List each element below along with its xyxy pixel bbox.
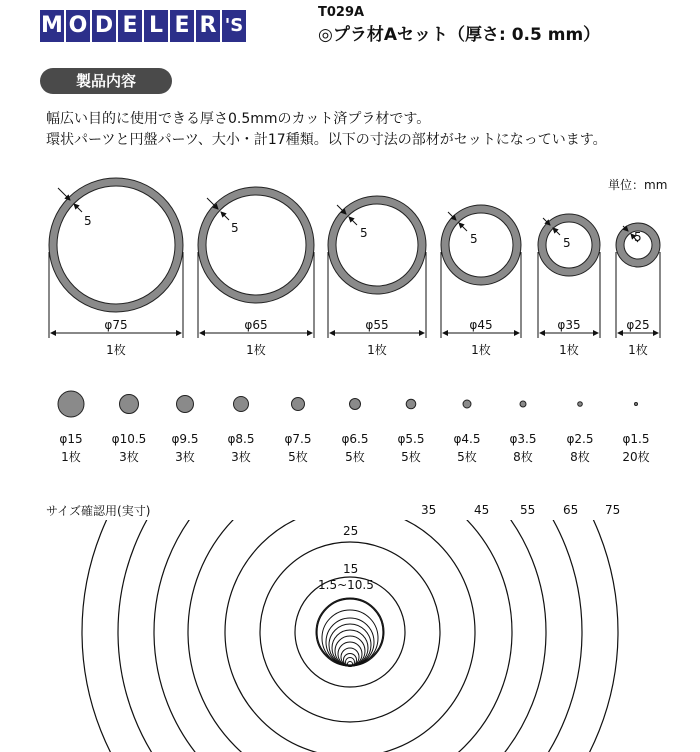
size-label-45: 45 (474, 503, 490, 517)
ring-75 (53, 182, 179, 308)
disc-quantity: 5枚 (457, 450, 477, 464)
disc-5.5 (406, 399, 416, 409)
product-code: T029A (318, 5, 365, 20)
disc-9.5 (177, 396, 194, 413)
ring-diameter-label: φ75 (104, 318, 128, 332)
disc-3.5 (520, 401, 526, 407)
disc-quantity: 5枚 (288, 450, 308, 464)
ring-width-label: 5 (84, 214, 92, 228)
unit-label: 単位：mm (608, 178, 668, 192)
disc-6.5 (350, 399, 361, 410)
disc-diameter-label: φ10.5 (111, 432, 147, 446)
disc-2.5 (578, 402, 583, 407)
disc-label (157, 430, 213, 466)
disc-diameter-label: φ3.5 (509, 432, 537, 446)
disc-label (552, 430, 608, 466)
disc-diameter-label: φ15 (59, 432, 83, 446)
size-label-small: 1.5~10.5 (318, 578, 374, 592)
disc-quantity: 1枚 (61, 450, 81, 464)
ring-width-label: 5 (634, 230, 642, 244)
size-label-15: 15 (343, 562, 359, 576)
size-check-rings (82, 364, 621, 752)
disc-label (213, 430, 269, 466)
disc-quantity: 8枚 (570, 450, 590, 464)
disc-7.5 (292, 398, 305, 411)
description-line: 幅広い目的に使用できる厚さ0.5mmのカット済プラ材です。 (46, 111, 431, 127)
disc-group (58, 391, 638, 417)
logo-letter: 'S (222, 10, 246, 42)
ring-diameter-label: φ35 (557, 318, 581, 332)
ring-diameter-label: φ65 (244, 318, 268, 332)
description-line: 環状パーツと円盤パーツ、大小・計17種類。以下の寸法の部材がセットになっています。 (46, 132, 607, 148)
disc-15 (58, 391, 84, 417)
ring-width-label: 5 (563, 236, 571, 250)
small-circles (316, 598, 384, 667)
logo-letter: D (92, 10, 116, 42)
disc-quantity: 5枚 (401, 450, 421, 464)
ring-diameter-label: φ45 (469, 318, 493, 332)
disc-label (101, 430, 157, 466)
size-label-75: 75 (605, 503, 621, 517)
logo-letter: E (170, 10, 194, 42)
disc-quantity: 3枚 (119, 450, 139, 464)
disc-quantity: 3枚 (175, 450, 195, 464)
disc-quantity: 3枚 (231, 450, 251, 464)
ring-diameter-label: φ55 (365, 318, 389, 332)
disc-label (439, 430, 495, 466)
ring-quantity: 1枚 (628, 343, 648, 357)
ring-65 (202, 191, 310, 299)
ring-quantity: 1枚 (559, 343, 579, 357)
ring-diameter-label: φ25 (626, 318, 650, 332)
ring-quantity: 1枚 (471, 343, 491, 357)
disc-1.5 (635, 403, 638, 406)
logo-letter: O (66, 10, 90, 42)
size-label-65: 65 (563, 503, 579, 517)
disc-10.5 (120, 395, 139, 414)
logo-letter: E (118, 10, 142, 42)
disc-quantity: 20枚 (622, 450, 650, 464)
ring-quantity: 1枚 (367, 343, 387, 357)
disc-label (383, 430, 439, 466)
size-label-55: 55 (520, 503, 536, 517)
disc-4.5 (463, 400, 471, 408)
disc-diameter-label: φ8.5 (227, 432, 255, 446)
ring-width-label: 5 (470, 232, 478, 246)
logo-letter: L (144, 10, 168, 42)
disc-diameter-label: φ1.5 (622, 432, 650, 446)
size-label-35: 35 (421, 503, 437, 517)
disc-label (608, 430, 664, 466)
disc-diameter-label: φ5.5 (397, 432, 425, 446)
ring-quantity: 1枚 (106, 343, 126, 357)
disc-label (43, 430, 99, 466)
product-title: ◎プラ材Aセット（厚さ: 0.5 mm） (318, 25, 601, 45)
disc-diameter-label: φ4.5 (453, 432, 481, 446)
logo-letter: R (196, 10, 220, 42)
disc-quantity: 8枚 (513, 450, 533, 464)
disc-label (327, 430, 383, 466)
logo-letter: M (40, 10, 64, 42)
disc-label (270, 430, 326, 466)
disc-diameter-label: φ7.5 (284, 432, 312, 446)
size-check-title: サイズ確認用(実寸) (46, 504, 151, 518)
ring-width-label: 5 (360, 226, 368, 240)
size-label-25: 25 (343, 524, 359, 538)
ring-width-label: 5 (231, 221, 239, 235)
disc-diameter-label: φ2.5 (566, 432, 594, 446)
section-heading: 製品内容 (40, 68, 172, 94)
disc-label (495, 430, 551, 466)
disc-diameter-label: φ6.5 (341, 432, 369, 446)
disc-8.5 (234, 397, 249, 412)
ring-quantity: 1枚 (246, 343, 266, 357)
disc-quantity: 5枚 (345, 450, 365, 464)
disc-diameter-label: φ9.5 (171, 432, 199, 446)
